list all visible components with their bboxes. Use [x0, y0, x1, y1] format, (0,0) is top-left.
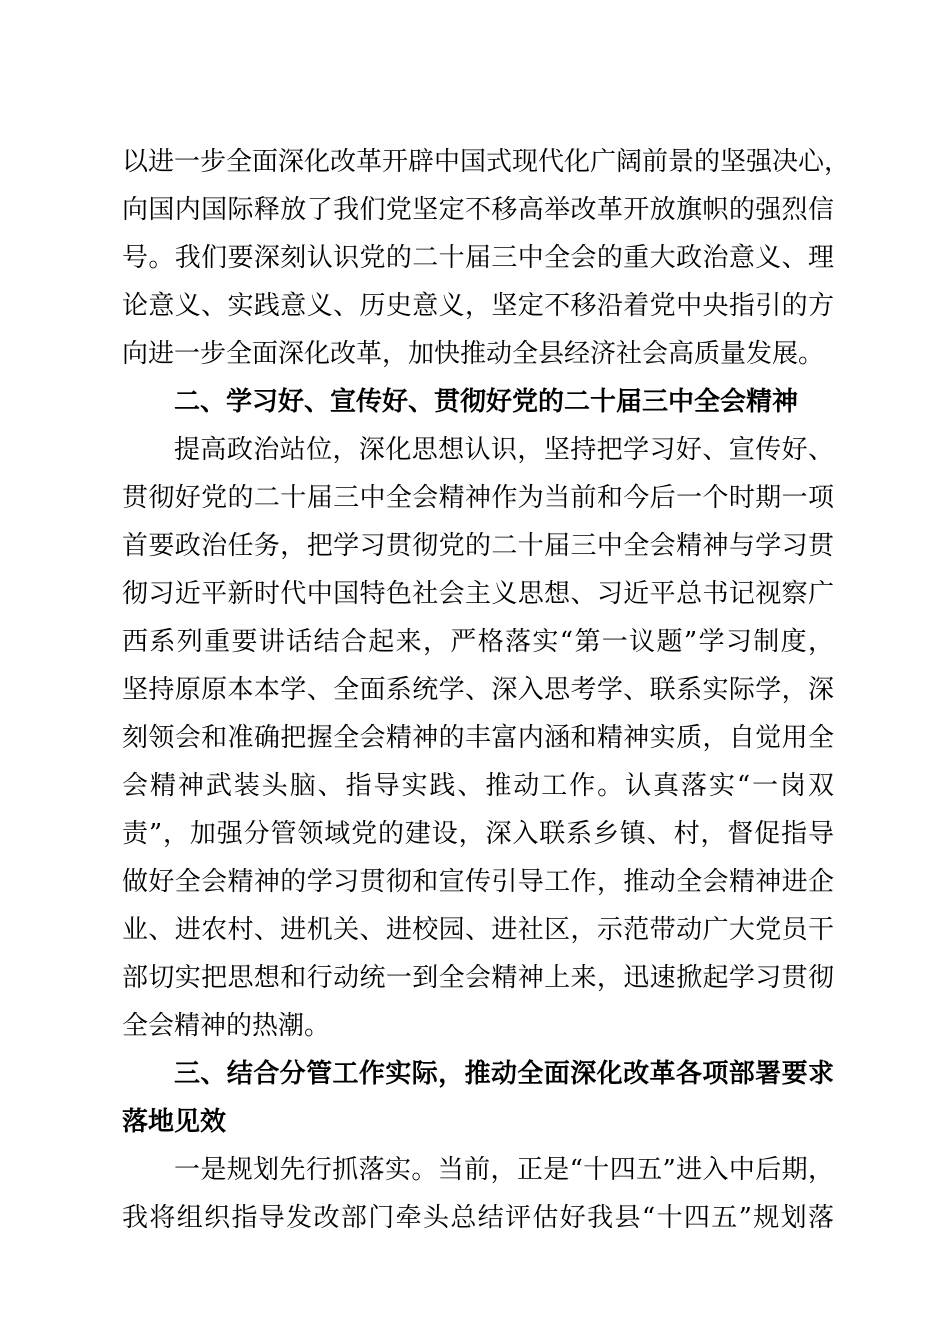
paragraph-line: 全会精神的热潮。 — [122, 1011, 331, 1041]
paragraph-line: 会精神武装头脑、指导实践、推动工作。认真落实“一岗双 — [122, 771, 834, 801]
section-heading: 三、结合分管工作实际，推动全面深化改革各项部署要求 — [174, 1059, 834, 1089]
paragraph-line: 我将组织指导发改部门牵头总结评估好我县“十四五”规划落 — [122, 1203, 834, 1233]
paragraph-line: 西系列重要讲话结合起来，严格落实“第一议题”学习制度， — [122, 627, 834, 657]
paragraph-line: 以进一步全面深化改革开辟中国式现代化广阔前景的坚强决心， — [122, 147, 851, 177]
paragraph-line: 向国内国际释放了我们党坚定不移高举改革开放旗帜的强烈信 — [122, 195, 834, 225]
paragraph-line: 提高政治站位，深化思想认识，坚持把学习好、宣传好、 — [174, 435, 834, 465]
paragraph-line: 一是规划先行抓落实。当前，正是“十四五”进入中后期， — [174, 1155, 834, 1185]
section-heading: 落地见效 — [122, 1107, 227, 1137]
paragraph-line: 刻领会和准确把握全会精神的丰富内涵和精神实质，自觉用全 — [122, 723, 834, 753]
paragraph-line: 向进一步全面深化改革，加快推动全县经济社会高质量发展。 — [122, 339, 825, 369]
paragraph-line: 贯彻好党的二十届三中全会精神作为当前和今后一个时期一项 — [122, 483, 834, 513]
paragraph-line: 做好全会精神的学习贯彻和宣传引导工作，推动全会精神进企 — [122, 867, 834, 897]
paragraph-line: 责”，加强分管领域党的建设，深入联系乡镇、村，督促指导 — [122, 819, 834, 849]
paragraph-line: 业、进农村、进机关、进校园、进社区，示范带动广大党员干 — [122, 915, 834, 945]
paragraph-line: 彻习近平新时代中国特色社会主义思想、习近平总书记视察广 — [122, 579, 834, 609]
paragraph-line: 部切实把思想和行动统一到全会精神上来，迅速掀起学习贯彻 — [122, 963, 834, 993]
paragraph-line: 坚持原原本本学、全面系统学、深入思考学、联系实际学，深 — [122, 675, 834, 705]
paragraph-line: 论意义、实践意义、历史意义，坚定不移沿着党中央指引的方 — [122, 291, 834, 321]
paragraph-line: 首要政治任务，把学习贯彻党的二十届三中全会精神与学习贯 — [122, 531, 834, 561]
section-heading: 二、学习好、宣传好、贯彻好党的二十届三中全会精神 — [174, 387, 799, 417]
paragraph-line: 号。我们要深刻认识党的二十届三中全会的重大政治意义、理 — [122, 243, 834, 273]
